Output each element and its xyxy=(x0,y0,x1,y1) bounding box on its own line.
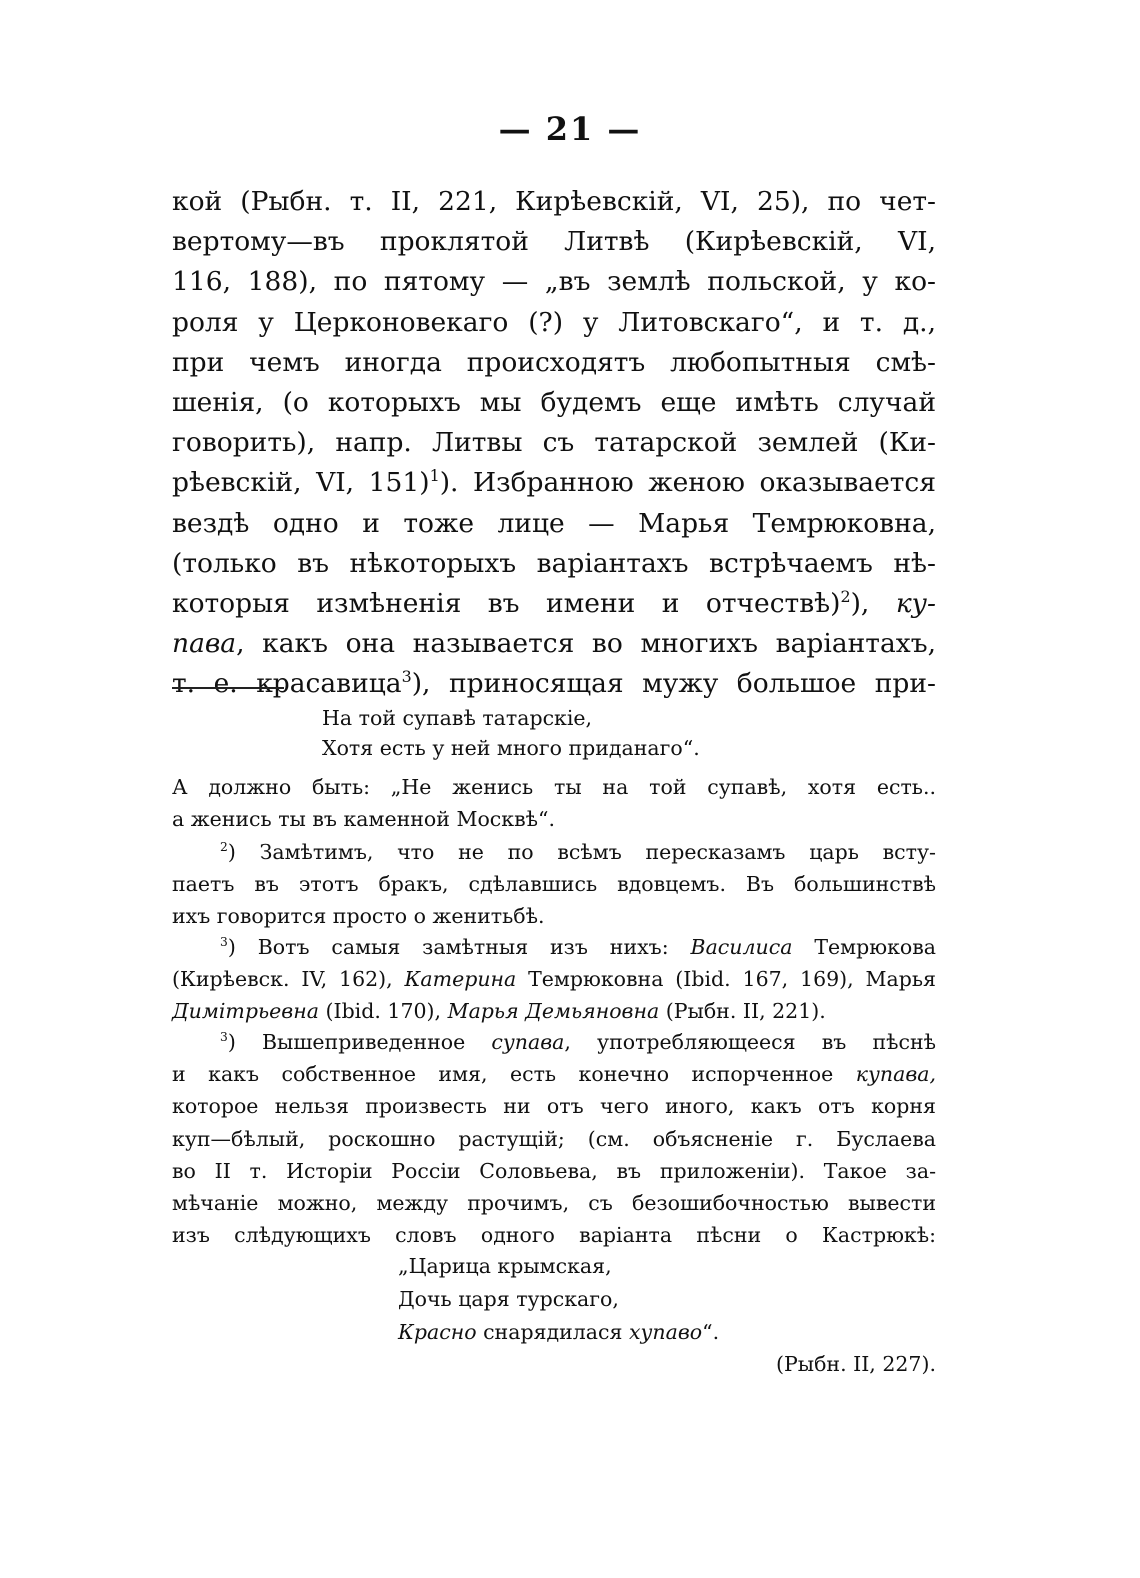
italic-word: супава xyxy=(491,1030,565,1054)
citation: (Рыбн. II, 227). xyxy=(775,1352,936,1376)
footnote-line: куп—бѣлый, роскошно растущій; (см. объясненіе г. Буслаева xyxy=(172,1126,936,1151)
text-line: при чемъ иногда происходятъ любопытныя смѣ- xyxy=(172,346,936,378)
main-text xyxy=(172,182,936,705)
footnote-4 xyxy=(172,1026,936,1251)
text-line: (только въ нѣкоторыхъ варіантахъ встрѣчаемъ нѣ- xyxy=(172,547,936,579)
footnote-line: которое нельзя произвесть ни отъ чего иного, какъ отъ корня xyxy=(172,1094,936,1119)
verse-line: Хотя есть у ней много приданаго“. xyxy=(322,736,700,760)
footnote-2 xyxy=(172,836,936,933)
footnote-line xyxy=(172,1026,936,1058)
footnote-ref: 1 xyxy=(429,466,440,486)
text-line: вездѣ одно и тоже лице — Марья Темрюковна, xyxy=(172,507,936,539)
text-line xyxy=(172,624,936,664)
footnote-line: а женись ты въ каменной Москвѣ“. xyxy=(172,807,555,832)
footnote-marker: 3 xyxy=(220,935,228,950)
italic-name: Марья Демьяновна xyxy=(447,999,660,1024)
footnote-line xyxy=(172,1058,936,1090)
page-number: — 21 — xyxy=(498,110,642,148)
text-segment: снарядилася xyxy=(483,1320,623,1344)
text-segment: Темрюковна (Ibid. 167, 169), Марья xyxy=(528,967,936,992)
text-line: кой (Рыбн. т. II, 221, Кирѣевскій, VI, 25), по чет- xyxy=(172,186,936,217)
text-segment: , какъ она называется во многихъ варіантахъ, xyxy=(236,628,936,660)
text-line: 116, 188), по пятому — „въ землѣ польской, у ко- xyxy=(172,266,936,298)
footnote-3 xyxy=(172,931,936,1028)
text-segment: ) Замѣтимъ, что не по всѣмъ пересказамъ царь всту- xyxy=(227,840,936,864)
footnote-marker: 2 xyxy=(220,840,228,855)
footnote-line xyxy=(172,931,936,963)
text-segment: Темрюкова xyxy=(814,935,936,959)
text-line xyxy=(172,664,936,704)
text-segment: ) Вотъ самыя замѣтныя изъ нихъ: xyxy=(227,935,669,959)
text-segment: , употребляющееся въ пѣснѣ xyxy=(564,1030,936,1054)
italic-word: хупаво xyxy=(628,1320,703,1344)
footnote-ref: 3 xyxy=(401,667,412,687)
footnote-line: во II т. Исторіи Россіи Соловьева, въ приложеніи). Такое за- xyxy=(172,1158,936,1183)
text-segment: которыя измѣненія въ имени и отчествѣ) xyxy=(172,588,841,620)
text-line: вертому—въ проклятой Литвѣ (Кирѣевскій, VI, xyxy=(172,226,936,258)
italic-name: Димітрьевна xyxy=(172,999,319,1024)
text-segment: (Кирѣевск. IV, 162), xyxy=(172,967,393,992)
verse-line xyxy=(398,1316,719,1349)
text-segment: ) Вышеприведенное xyxy=(227,1030,466,1054)
text-line: говорить), напр. Литвы съ татарской землей (Ки- xyxy=(172,427,936,459)
footnote-line: мѣчаніе можно, между прочимъ, съ безошибочностью вывести xyxy=(172,1191,936,1216)
text-line: роля у Церконовекаго (?) у Литовскаго“, и т. д., xyxy=(172,306,936,338)
italic-word: Красно xyxy=(398,1320,477,1344)
footnote-ref: 2 xyxy=(840,587,851,607)
footnote-line: паетъ въ этотъ бракъ, сдѣлавшись вдовцемъ. Въ большинствѣ xyxy=(172,872,936,897)
text-segment: (Ibid. 170), xyxy=(325,999,442,1024)
text-segment: ), приносящая мужу большое при- xyxy=(411,668,936,700)
footnote-verse xyxy=(398,1250,719,1349)
footnote-line: ихъ говорится просто о женитьбѣ. xyxy=(172,904,545,929)
italic-word: пава xyxy=(172,628,237,660)
text-segment: (Рыбн. II, 221). xyxy=(665,999,826,1024)
footnote-line xyxy=(172,963,936,995)
verse-line: „Царица крымская, xyxy=(398,1254,612,1278)
text-segment: и какъ собственное имя, есть конечно испорченное xyxy=(172,1062,834,1087)
text-segment: ). Избранною женою оказывается xyxy=(439,467,936,499)
text-line: шенія, (о которыхъ мы будемъ еще имѣть случай xyxy=(172,387,936,419)
footnote-verse xyxy=(322,703,700,763)
text-segment: “. xyxy=(702,1320,720,1344)
footnote-marker: 3 xyxy=(220,1030,228,1045)
text-line xyxy=(172,463,936,503)
footnote-line xyxy=(172,995,936,1027)
text-segment: рѣевскій, VI, 151) xyxy=(172,467,430,499)
text-segment: т. е. красавица xyxy=(172,668,402,700)
italic-name: Василиса xyxy=(690,935,793,959)
italic-name: Катерина xyxy=(404,967,517,992)
italic-word: ку- xyxy=(895,588,936,620)
footnote-divider xyxy=(172,687,284,689)
footnote-line: изъ слѣдующихъ словъ одного варіанта пѣсни о Кастрюкѣ: xyxy=(172,1223,936,1248)
text-line xyxy=(172,584,936,624)
verse-line: На той супавѣ татарскіе, xyxy=(322,706,593,730)
footnote-line xyxy=(172,836,936,868)
verse-line: Дочь царя турскаго, xyxy=(398,1287,619,1311)
footnote-1-continuation xyxy=(172,771,936,835)
italic-word: купава, xyxy=(855,1062,936,1087)
text-segment: ), xyxy=(850,588,870,620)
footnote-line: А должно быть: „Не женись ты на той супавѣ, хотя есть.. xyxy=(172,775,936,799)
